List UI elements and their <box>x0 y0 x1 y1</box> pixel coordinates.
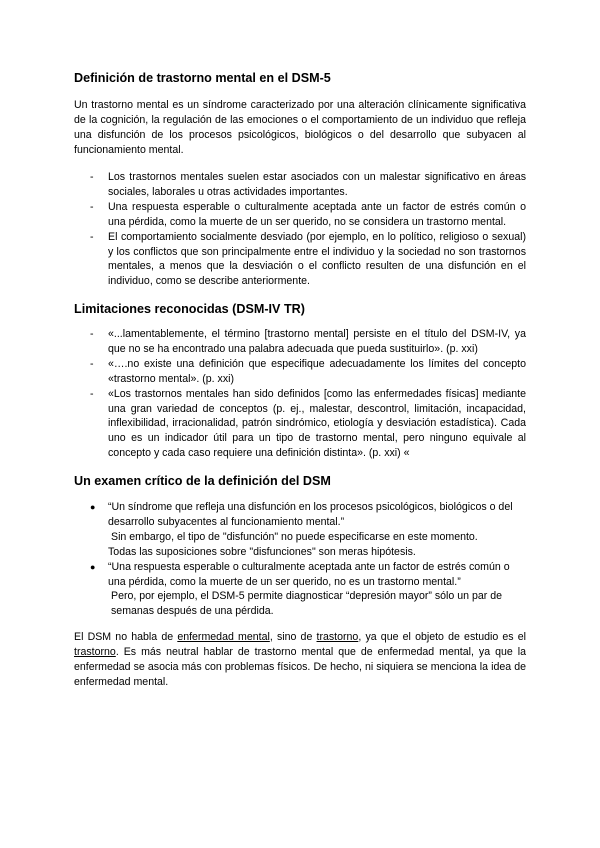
bullet-marker: ● <box>90 502 96 512</box>
note-text: Sin embargo, el tipo de "disfunción" no puede especificarse en este momento. <box>111 530 478 543</box>
section-title-critical-exam: Un examen crítico de la definición del DSM <box>74 474 331 488</box>
dash-marker: - <box>90 230 94 243</box>
list-item-text: Los trastornos mentales suelen estar asociados con un malestar significativo en áreas sociales, laborales u otras actividades importantes. <box>108 171 526 198</box>
list-item-text: Una respuesta esperable o culturalmente aceptada ante un factor de estrés común o una pérdida, como la muerte de un ser querido, no se considera un trastorno mental. <box>108 200 526 228</box>
note-text: Todas las suposiciones sobre "disfunciones" son meras hipótesis. <box>108 545 416 558</box>
list-item <box>90 560 526 620</box>
list-item <box>90 357 526 387</box>
list-item-text: «….no existe una definición que especifique adecuadamente los límites del concepto «trastorno mental». (p. xxi) <box>108 357 526 385</box>
list-item <box>90 387 526 462</box>
dash-marker: - <box>90 328 94 340</box>
quote-text: “Un síndrome que refleja una disfunción en los procesos psicológicos, biológicos o del desarrollo subyacentes al funcionamiento mental.” <box>108 501 513 528</box>
limitations-list <box>90 327 526 461</box>
section-title-definition: Definición de trastorno mental en el DSM-5 <box>74 71 331 85</box>
definition-list <box>90 170 526 289</box>
list-item-text: «Los trastornos mentales han sido definidos [como las enfermedades físicas] mediante una gran variedad de conceptos (p. ej., malestar, descontrol, limitación, incapacidad, inflexibilidad, irracionalidad, patrón sindrómico, etiología y desviación estadística). Cada uno es un indicador útil para un tipo de trastorno mental, pero ninguno equivale al concepto y cada caso requiere una definición distinta». (p. xxi) « <box>108 387 526 460</box>
list-item <box>90 327 526 357</box>
underlined-term: enfermedad mental <box>177 631 270 643</box>
list-item <box>90 500 526 560</box>
note-text: Pero, por ejemplo, el DSM-5 permite diagnosticar “depresión mayor” sólo un par de semanas después de una pérdida. <box>111 590 502 618</box>
closing-paragraph <box>74 630 526 690</box>
underlined-term: trastorno <box>74 645 116 658</box>
list-item-text: El comportamiento socialmente desviado (por ejemplo, en lo político, religioso o sexual) y los conflictos que son principalmente entre el individuo y la sociedad no son trastornos mentales, a menos que la desviación o el conflicto resulten de una disfunción en el individuo, como se describe anteriormente. <box>108 230 526 288</box>
closing-text: . Es más neutral hablar de trastorno mental que de enfermedad mental, ya que la enfermedad se asocia más con problemas físicos. De hecho, ni siquiera se menciona la idea de enfermedad mental. <box>74 645 526 688</box>
dash-marker: - <box>90 387 94 400</box>
quote-text: “Una respuesta esperable o culturalmente aceptada ante un factor de estrés común o una pérdida, como la muerte de un ser querido, no es un trastorno mental.” <box>108 560 510 588</box>
dash-marker: - <box>90 357 94 370</box>
section-title-limitations: Limitaciones reconocidas (DSM-IV TR) <box>74 302 305 316</box>
dash-marker: - <box>90 200 94 213</box>
closing-text: , ya que el objeto de estudio es el <box>358 631 526 643</box>
definition-paragraph: Un trastorno mental es un síndrome caracterizado por una alteración clínicamente significativa de la cognición, la regulación de las emociones o el comportamiento de un individuo que refleja una disfunción de los procesos psicológicos, biológicos o del desarrollo que subyacen al funcionamiento mental. <box>74 99 526 156</box>
list-item-text: «...lamentablemente, el término [trastorno mental] persiste en el título del DSM-IV, ya que no se ha encontrado una palabra adecuada que pueda sustituirlo». (p. xxi) <box>108 328 526 355</box>
bullet-marker: ● <box>90 561 96 572</box>
critical-list <box>90 500 526 619</box>
underlined-term: trastorno <box>316 631 359 643</box>
list-item <box>90 200 526 230</box>
dash-marker: - <box>90 171 94 183</box>
closing-text: El DSM no habla de <box>74 631 178 643</box>
list-item <box>90 230 526 290</box>
list-item <box>90 170 526 200</box>
closing-text: , sino de <box>269 631 317 643</box>
